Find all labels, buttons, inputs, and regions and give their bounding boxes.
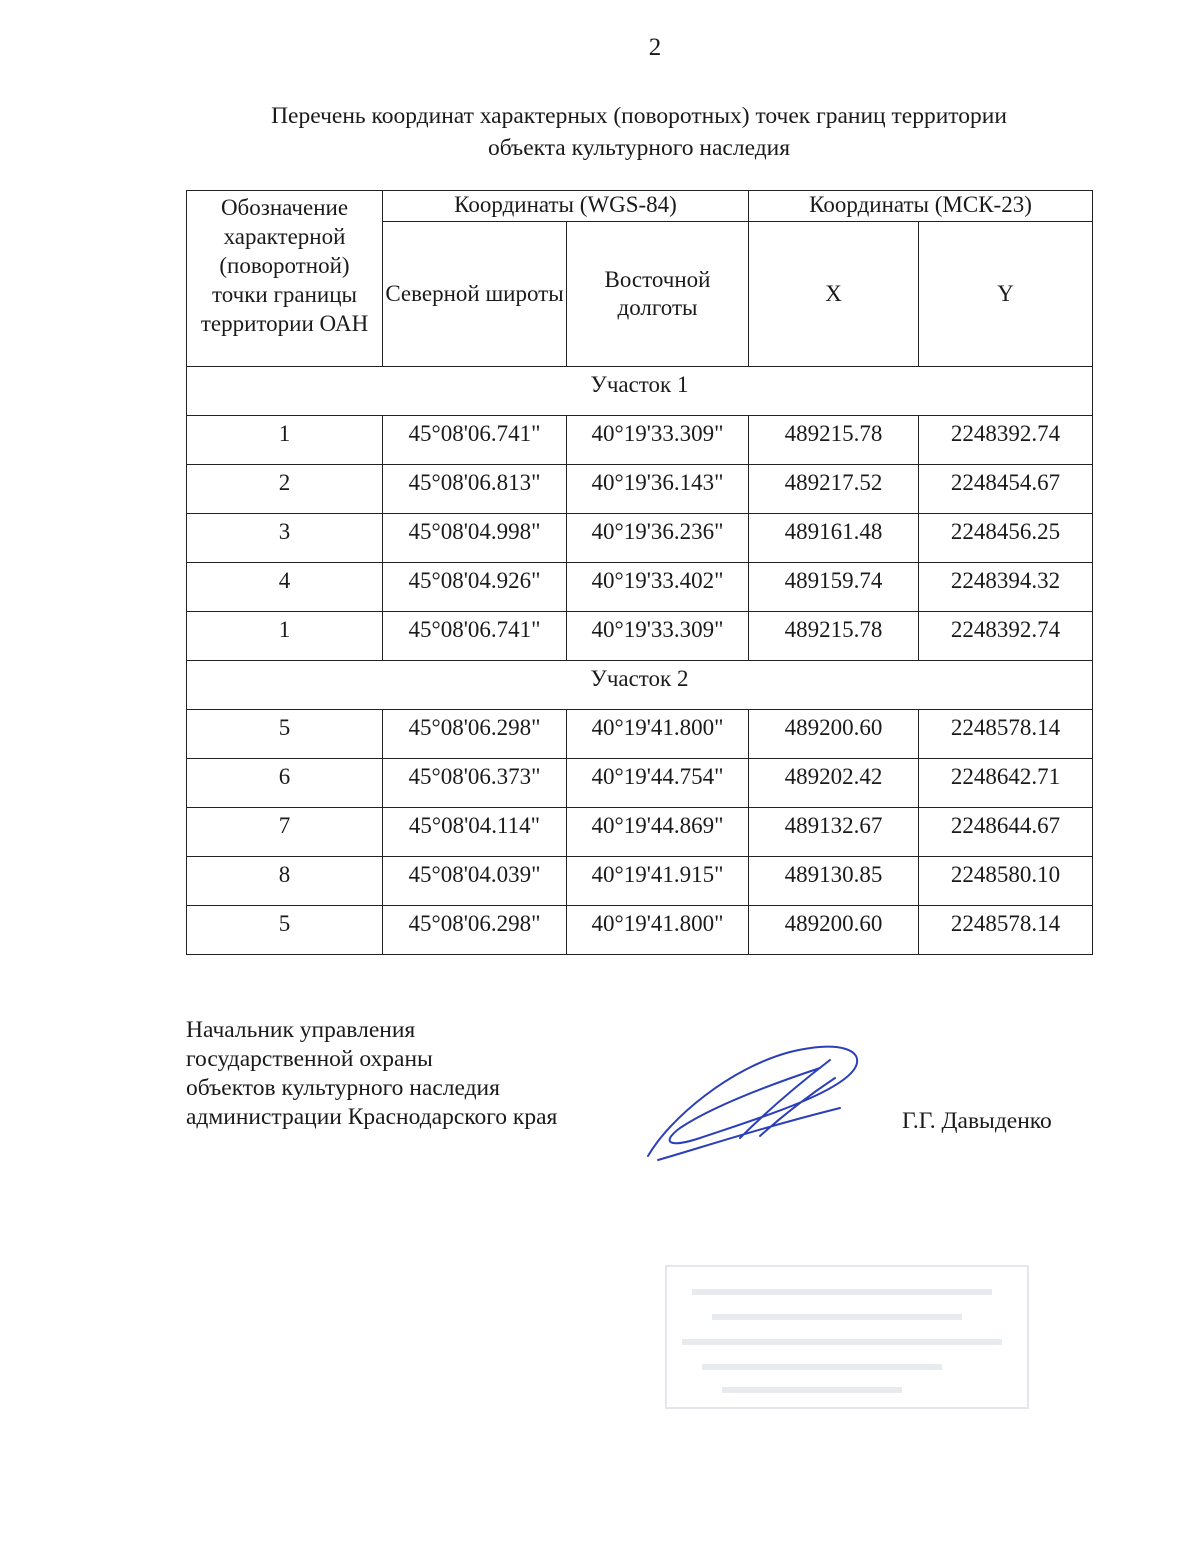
handwritten-signature bbox=[640, 1038, 870, 1168]
table-row bbox=[187, 710, 1093, 759]
cell-point: 6 bbox=[187, 759, 383, 808]
title-line-1: Перечень координат характерных (поворотных) точек границ территории bbox=[271, 103, 1007, 129]
cell-lat: 45°08'06.373" bbox=[383, 759, 567, 808]
cell-lat: 45°08'04.926" bbox=[383, 563, 567, 612]
table-body bbox=[187, 367, 1093, 955]
table-row bbox=[187, 612, 1093, 661]
cell-y: 2248394.32 bbox=[919, 563, 1093, 612]
cell-lat: 45°08'04.039" bbox=[383, 857, 567, 906]
header-msk-group: Координаты (МСК-23) bbox=[749, 191, 1093, 222]
header-north: Северной широты bbox=[383, 222, 567, 367]
header-x: X bbox=[749, 222, 919, 367]
cell-lon: 40°19'41.800" bbox=[567, 710, 749, 759]
cell-lon: 40°19'33.309" bbox=[567, 416, 749, 465]
cell-lat: 45°08'06.741" bbox=[383, 612, 567, 661]
cell-y: 2248456.25 bbox=[919, 514, 1093, 563]
cell-lon: 40°19'36.143" bbox=[567, 465, 749, 514]
section-row bbox=[187, 661, 1093, 710]
cell-point: 4 bbox=[187, 563, 383, 612]
cell-lat: 45°08'06.298" bbox=[383, 906, 567, 955]
cell-point: 3 bbox=[187, 514, 383, 563]
cell-lat: 45°08'04.998" bbox=[383, 514, 567, 563]
cell-point: 1 bbox=[187, 612, 383, 661]
cell-y: 2248578.14 bbox=[919, 710, 1093, 759]
cell-x: 489200.60 bbox=[749, 906, 919, 955]
signatory-position bbox=[186, 1016, 557, 1132]
cell-x: 489217.52 bbox=[749, 465, 919, 514]
cell-y: 2248392.74 bbox=[919, 416, 1093, 465]
cell-lon: 40°19'33.309" bbox=[567, 612, 749, 661]
section-row bbox=[187, 367, 1093, 416]
cell-y: 2248392.74 bbox=[919, 612, 1093, 661]
cell-x: 489202.42 bbox=[749, 759, 919, 808]
coordinates-table bbox=[186, 190, 1093, 955]
table-row bbox=[187, 563, 1093, 612]
signer-name: Г.Г. Давыденко bbox=[902, 1108, 1052, 1134]
position-line: администрации Краснодарского края bbox=[186, 1104, 558, 1130]
header-east: Восточной долготы bbox=[567, 222, 749, 367]
table-row bbox=[187, 906, 1093, 955]
cell-point: 2 bbox=[187, 465, 383, 514]
table-row bbox=[187, 759, 1093, 808]
position-line: объектов культурного наследия bbox=[186, 1075, 500, 1101]
faded-stamp bbox=[662, 1262, 1032, 1412]
cell-y: 2248578.14 bbox=[919, 906, 1093, 955]
table-row bbox=[187, 857, 1093, 906]
cell-lon: 40°19'41.915" bbox=[567, 857, 749, 906]
cell-lon: 40°19'44.869" bbox=[567, 808, 749, 857]
document-title bbox=[186, 100, 1092, 164]
table-row bbox=[187, 808, 1093, 857]
position-line: Начальник управления bbox=[186, 1017, 416, 1043]
cell-lon: 40°19'36.236" bbox=[567, 514, 749, 563]
section-label: Участок 2 bbox=[187, 661, 1093, 710]
cell-lon: 40°19'33.402" bbox=[567, 563, 749, 612]
section-label: Участок 1 bbox=[187, 367, 1093, 416]
cell-y: 2248454.67 bbox=[919, 465, 1093, 514]
cell-x: 489159.74 bbox=[749, 563, 919, 612]
title-line-2: объекта культурного наследия bbox=[487, 135, 791, 161]
cell-y: 2248644.67 bbox=[919, 808, 1093, 857]
cell-x: 489161.48 bbox=[749, 514, 919, 563]
header-wgs-group: Координаты (WGS-84) bbox=[383, 191, 749, 222]
page-number: 2 bbox=[648, 34, 662, 61]
cell-x: 489215.78 bbox=[749, 612, 919, 661]
header-point-name: Обозначение характерной (поворотной) точки границы территории ОАН bbox=[187, 191, 383, 367]
table-row bbox=[187, 465, 1093, 514]
cell-x: 489215.78 bbox=[749, 416, 919, 465]
cell-lat: 45°08'06.298" bbox=[383, 710, 567, 759]
cell-y: 2248580.10 bbox=[919, 857, 1093, 906]
cell-x: 489130.85 bbox=[749, 857, 919, 906]
table-row bbox=[187, 416, 1093, 465]
cell-lat: 45°08'04.114" bbox=[383, 808, 567, 857]
cell-point: 1 bbox=[187, 416, 383, 465]
position-line: государственной охраны bbox=[186, 1046, 433, 1072]
cell-lat: 45°08'06.813" bbox=[383, 465, 567, 514]
cell-point: 7 bbox=[187, 808, 383, 857]
cell-point: 8 bbox=[187, 857, 383, 906]
cell-x: 489132.67 bbox=[749, 808, 919, 857]
cell-x: 489200.60 bbox=[749, 710, 919, 759]
cell-y: 2248642.71 bbox=[919, 759, 1093, 808]
header-y: Y bbox=[919, 222, 1093, 367]
cell-point: 5 bbox=[187, 710, 383, 759]
cell-lon: 40°19'44.754" bbox=[567, 759, 749, 808]
table-row bbox=[187, 514, 1093, 563]
cell-point: 5 bbox=[187, 906, 383, 955]
cell-lat: 45°08'06.741" bbox=[383, 416, 567, 465]
cell-lon: 40°19'41.800" bbox=[567, 906, 749, 955]
